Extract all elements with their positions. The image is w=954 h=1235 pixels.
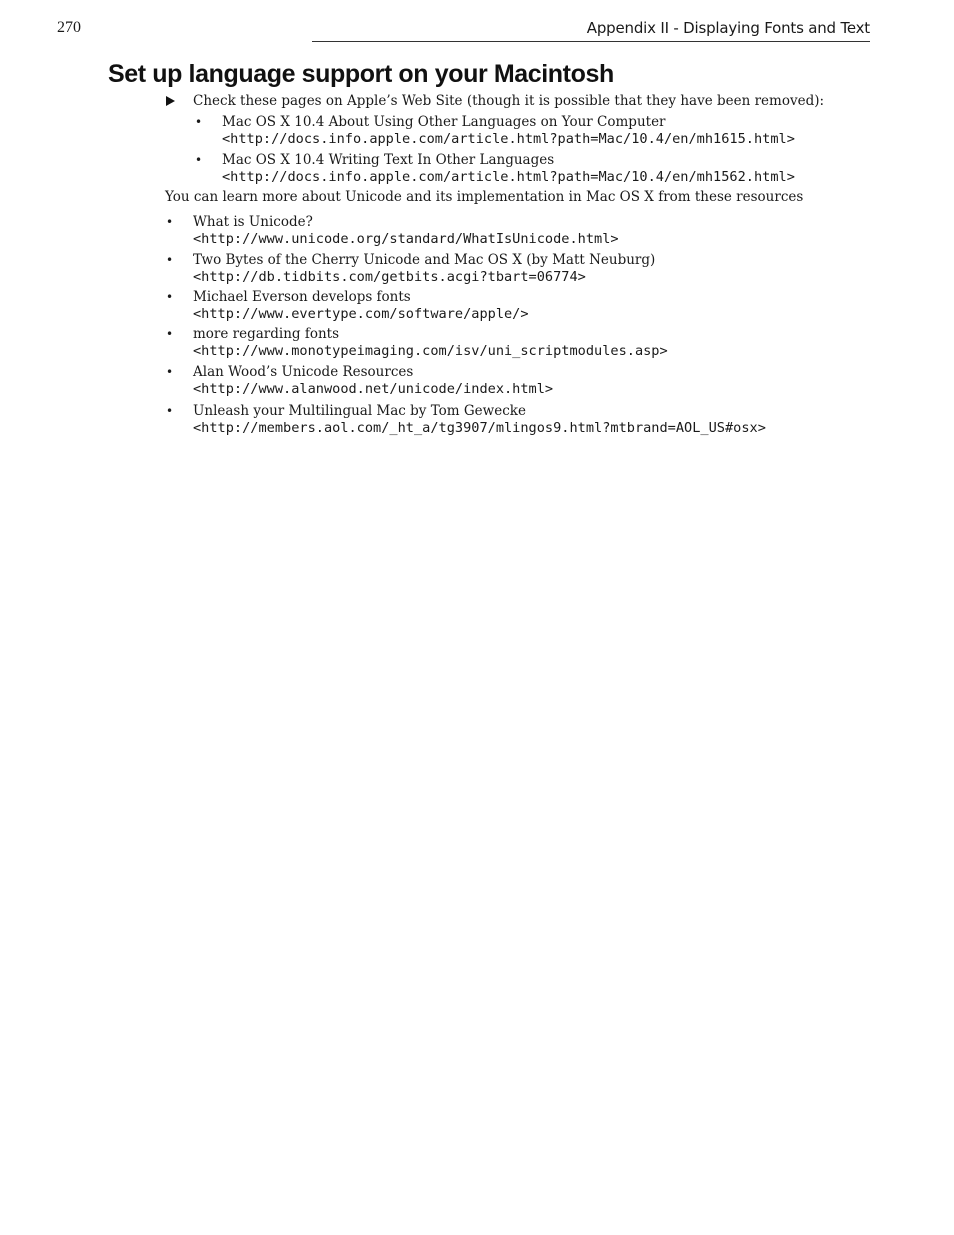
bullet-icon: • [166,253,174,267]
running-header: Appendix II - Displaying Fonts and Text [586,19,870,37]
list-item [193,403,766,437]
list-item [193,214,619,248]
apple-intro: Check these pages on Apple’s Web Site (though it is possible that they have been removed): [193,93,825,109]
bullet-icon: • [195,115,203,129]
link-url[interactable]: <http://docs.info.apple.com/article.html?path=Mac/10.4/en/mh1562.html> [222,169,795,185]
link-title: Michael Everson develops fonts [193,289,411,305]
page-number: 270 [57,19,81,36]
list-item [193,289,529,323]
link-title: What is Unicode? [193,214,313,230]
bullet-icon: • [166,327,174,341]
section-title: Set up language support on your Macintosh [108,60,614,88]
link-title: more regarding fonts [193,326,340,342]
link-url[interactable]: <http://db.tidbits.com/getbits.acgi?tbart=06774> [193,269,586,285]
list-item [193,364,553,398]
header-rule [312,41,870,42]
link-title: Two Bytes of the Cherry Unicode and Mac OS X (by Matt Neuburg) [193,252,656,268]
unicode-intro: You can learn more about Unicode and its implementation in Mac OS X from these resources [165,189,804,205]
bullet-icon: • [195,153,203,167]
triangle-bullet-icon [166,96,175,106]
bullet-icon: • [166,404,174,418]
link-url[interactable]: <http://docs.info.apple.com/article.html?path=Mac/10.4/en/mh1615.html> [222,131,795,147]
link-url[interactable]: <http://www.alanwood.net/unicode/index.html> [193,381,554,397]
link-url[interactable]: <http://www.monotypeimaging.com/isv/uni_scriptmodules.asp> [193,343,668,359]
link-title: Alan Wood’s Unicode Resources [193,364,414,380]
list-item [222,152,795,186]
list-item [193,252,655,286]
link-title: Unleash your Multilingual Mac by Tom Gewecke [193,403,526,419]
list-item [222,114,795,148]
bullet-icon: • [166,290,174,304]
bullet-icon: • [166,215,174,229]
link-url[interactable]: <http://www.unicode.org/standard/WhatIsUnicode.html> [193,231,619,247]
link-url[interactable]: <http://members.aol.com/_ht_a/tg3907/mlingos9.html?mtbrand=AOL_US#osx> [193,420,766,436]
link-url[interactable]: <http://www.evertype.com/software/apple/> [193,306,529,322]
link-title: Mac OS X 10.4 About Using Other Languages on Your Computer [222,114,666,130]
list-item [193,326,668,360]
link-title: Mac OS X 10.4 Writing Text In Other Languages [222,152,555,168]
bullet-icon: • [166,365,174,379]
